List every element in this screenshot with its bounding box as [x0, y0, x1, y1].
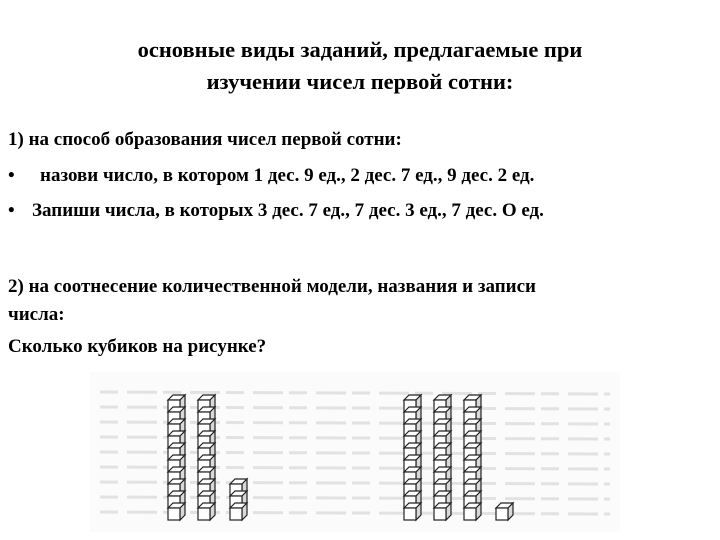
backdrop-faint-line: [100, 392, 610, 394]
section-1-heading: 1) на способ образования чисел первой сотни:: [8, 129, 402, 150]
ten-cube-tower: [168, 395, 185, 520]
ten-cube-tower: [464, 395, 481, 520]
ten-cube-tower: [404, 395, 421, 520]
bullet-marker: •: [8, 200, 15, 221]
bullet-marker: •: [8, 165, 15, 186]
ten-cube-tower: [198, 395, 215, 520]
cube: [198, 503, 215, 520]
slide-title: [0, 34, 720, 98]
single-cubes-column: [230, 479, 247, 520]
section-2-question: Сколько кубиков на рисунке?: [8, 336, 267, 357]
section-2-heading-line-1: 2) на соотнесение количественной модели, названия и записи: [8, 276, 536, 297]
cube: [230, 503, 247, 520]
single-cubes-column: [496, 503, 513, 520]
cubes-figure: [90, 372, 620, 532]
title-line-2: изучении чисел первой сотни:: [206, 69, 514, 94]
cube: [168, 503, 185, 520]
bullet-text: Запиши числа, в которых 3 дес. 7 ед., 7 дес. 3 ед., 7 дес. О ед.: [32, 200, 544, 221]
cubes-illustration: [90, 372, 620, 532]
section-2-heading-line-2: числа:: [8, 304, 65, 325]
cube: [464, 503, 481, 520]
bullet-text: назови число, в котором 1 дес. 9 ед., 2 дес. 7 ед., 9 дес. 2 ед.: [40, 165, 535, 186]
title-line-1: основные виды заданий, предлагаемые при: [137, 37, 583, 62]
cube: [434, 503, 451, 520]
cube: [404, 503, 421, 520]
ten-cube-tower: [434, 395, 451, 520]
cube: [496, 503, 513, 520]
